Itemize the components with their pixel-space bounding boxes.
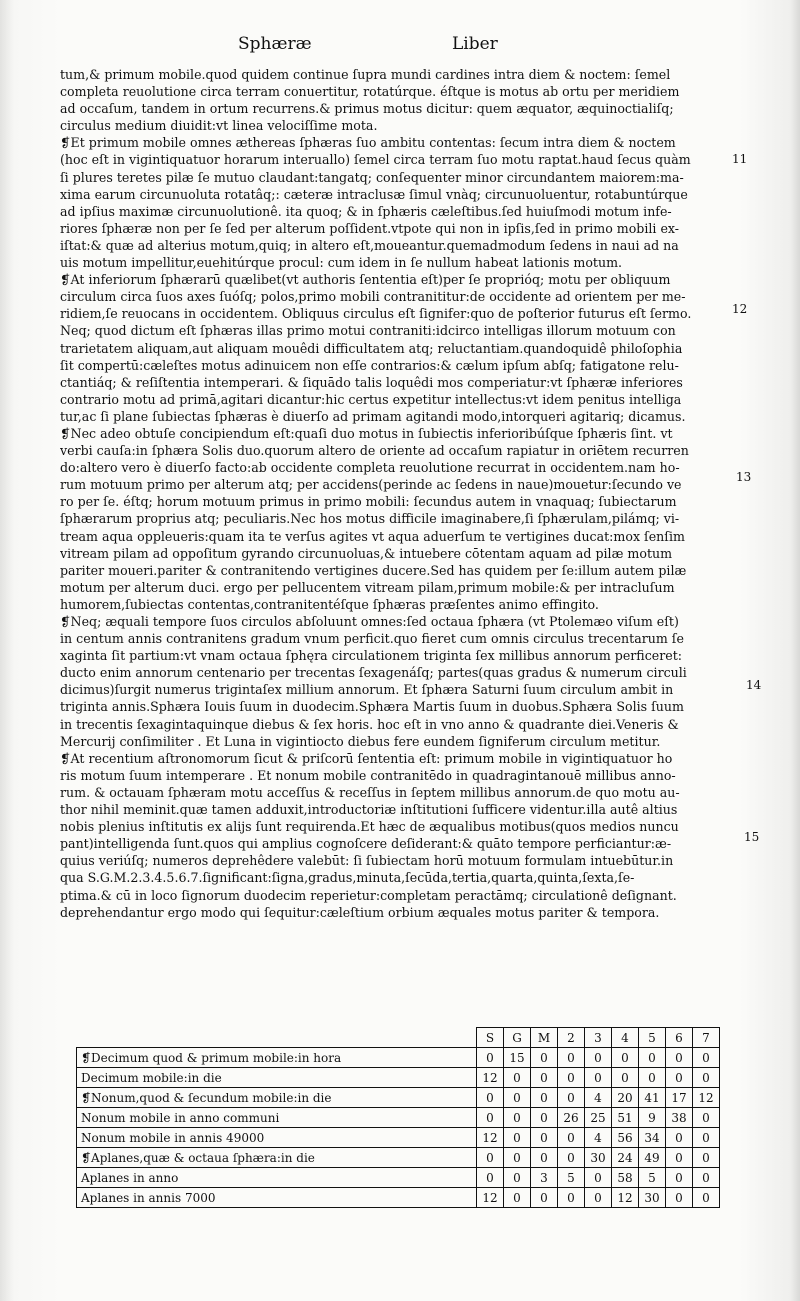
table-corner bbox=[77, 1028, 477, 1048]
table-cell: 0 bbox=[504, 1108, 531, 1128]
table-cell: 0 bbox=[504, 1128, 531, 1148]
text-line: Neq; quod dictum eſt ſphæras illas primo motui contraniti:idcirco intelligas illorum motuum con bbox=[60, 323, 676, 339]
table-cell: 0 bbox=[612, 1048, 639, 1068]
table-cell: 58 bbox=[612, 1168, 639, 1188]
table-cell: 0 bbox=[504, 1148, 531, 1168]
column-header: G bbox=[504, 1028, 531, 1048]
row-label: Aplanes in annis 7000 bbox=[77, 1188, 477, 1208]
text-line: ❡At recentium aſtronomorum ſicut & priſcorū ſententia eſt: primum mobile in vigintiquatuor ho bbox=[60, 750, 673, 766]
table-cell: 0 bbox=[477, 1048, 504, 1068]
table-cell: 30 bbox=[585, 1148, 612, 1168]
table-row bbox=[77, 1088, 720, 1108]
table-cell: 0 bbox=[585, 1168, 612, 1188]
table-cell: 12 bbox=[612, 1188, 639, 1208]
text-line: in trecentis ſexagintaquinque diebus & ſex horis. hoc eſt in vno anno & quadrante diei.Veneris & bbox=[60, 716, 679, 732]
table-cell: 0 bbox=[693, 1128, 720, 1148]
row-label: ❡Nonum,quod & ſecundum mobile:in die bbox=[77, 1088, 477, 1108]
table-cell: 0 bbox=[477, 1088, 504, 1108]
row-label: Aplanes in anno bbox=[77, 1168, 477, 1188]
table-cell: 0 bbox=[531, 1088, 558, 1108]
table-cell: 0 bbox=[693, 1108, 720, 1128]
table-cell: 0 bbox=[504, 1168, 531, 1188]
text-line: dicimus)ſurgit numerus trigintaſex millium annorum. Et ſphæra Saturni ſuum circulum ambit in bbox=[60, 682, 674, 698]
text-line: tream aqua oppleueris:quam ita te verſus agites vt aqua aduerſum te vertigines ducat:mox ſenſim bbox=[60, 528, 685, 544]
table-cell: 0 bbox=[531, 1108, 558, 1128]
table-cell: 0 bbox=[531, 1188, 558, 1208]
table-row bbox=[77, 1148, 720, 1168]
header-right: Liber bbox=[452, 34, 498, 54]
table-cell: 0 bbox=[531, 1148, 558, 1168]
table-cell: 0 bbox=[612, 1068, 639, 1088]
table-cell: 0 bbox=[693, 1068, 720, 1088]
margin-number: 14 bbox=[746, 678, 762, 692]
table-cell: 0 bbox=[558, 1148, 585, 1168]
text-line: ſphærarum proprius atq; peculiaris.Nec hos motus difficile imaginabere,ſi ſphærulam,pilámq; vi- bbox=[60, 511, 680, 527]
running-header bbox=[0, 34, 800, 60]
column-header: M bbox=[531, 1028, 558, 1048]
table-cell: 0 bbox=[666, 1148, 693, 1168]
text-line: motum per alterum duci. ergo per pellucentem vitream pilam,primum mobile:& per intracluſum bbox=[60, 579, 675, 595]
text-line: rum motuum primo per alterum atq; per accidens(perinde ac ſedens in naue)mouetur:ſecundo ve bbox=[60, 477, 682, 493]
table-cell: 30 bbox=[639, 1188, 666, 1208]
column-header: 3 bbox=[585, 1028, 612, 1048]
text-line: tur,ac ſi plane ſubiectas ſphæras è diuerſo ad primam agitandi modo,intorqueri agitariq; dicamus. bbox=[60, 408, 686, 424]
text-line: do:altero vero è diuerſo facto:ab occidente completa reuolutione recurrat in occidentem.nam ho- bbox=[60, 460, 680, 476]
text-line: humorem,ſubiectas contentas,contranitentéſque ſphæras præſentes animo effingito. bbox=[60, 596, 599, 612]
table-row bbox=[77, 1168, 720, 1188]
table-cell: 0 bbox=[558, 1188, 585, 1208]
text-line: triginta annis.Sphæra Iouis ſuum in duodecim.Sphæra Martis ſuum in duobus.Sphæra Solis ſuum bbox=[60, 699, 684, 715]
table-cell: 0 bbox=[693, 1188, 720, 1208]
text-line: in centum annis contranitens gradum vnum perficit.quo fieret cum omnis circulus trecentarum ſe bbox=[60, 631, 684, 647]
text-line: ad ipſius maximæ circunuolutionê. ita quoq; & in ſphæris cæleſtibus.ſed huiuſmodi motum infe- bbox=[60, 203, 672, 219]
table-cell: 0 bbox=[666, 1068, 693, 1088]
text-line: deprehendantur ergo modo qui ſequitur:cæleſtium orbium æquales motus pariter & tempora. bbox=[60, 904, 660, 920]
table-cell: 26 bbox=[558, 1108, 585, 1128]
column-header: 6 bbox=[666, 1028, 693, 1048]
table-cell: 12 bbox=[477, 1068, 504, 1088]
table-cell: 0 bbox=[558, 1048, 585, 1068]
text-line: contrario motu ad primā,agitari dicantur:hic certus expetitur intellectus:vt idem penitus intelliga bbox=[60, 391, 682, 407]
text-line: ctantiáq; & reſiſtentia intemperari. & ſiquādo talis loquêdi mos comperiatur:vt ſphæræ inferiores bbox=[60, 374, 683, 390]
table-cell: 56 bbox=[612, 1128, 639, 1148]
table-cell: 0 bbox=[639, 1068, 666, 1088]
table-cell: 0 bbox=[585, 1068, 612, 1088]
text-line: circulus medium diuidit:vt linea velociſſime mota. bbox=[60, 118, 378, 134]
table-cell: 38 bbox=[666, 1108, 693, 1128]
row-label: ❡Decimum quod & primum mobile:in hora bbox=[77, 1048, 477, 1068]
text-line: ❡At inferiorum ſphærarū quælibet(vt authoris ſententia eſt)per ſe proprióq; motu per obliquum bbox=[60, 272, 671, 288]
table-cell: 20 bbox=[612, 1088, 639, 1108]
table-cell: 24 bbox=[612, 1148, 639, 1168]
table-cell: 0 bbox=[585, 1048, 612, 1068]
column-header: 5 bbox=[639, 1028, 666, 1048]
table-cell: 0 bbox=[693, 1048, 720, 1068]
table-cell: 4 bbox=[585, 1088, 612, 1108]
table-cell: 0 bbox=[531, 1068, 558, 1088]
table-cell: 0 bbox=[639, 1048, 666, 1068]
text-line: tum,& primum mobile.quod quidem continue ſupra mundi cardines intra diem & noctem: ſemel bbox=[60, 67, 671, 82]
margin-number: 12 bbox=[732, 302, 748, 316]
table-cell: 4 bbox=[585, 1128, 612, 1148]
body-text bbox=[60, 66, 730, 921]
table-cell: 0 bbox=[477, 1148, 504, 1168]
header-left: Sphæræ bbox=[238, 34, 312, 54]
table-row bbox=[77, 1068, 720, 1088]
motion-table bbox=[76, 1027, 720, 1208]
row-label: Nonum mobile in anno communi bbox=[77, 1108, 477, 1128]
text-line: rum. & octauam ſphæram motu acceſſus & receſſus in ſeptem millibus annorum.de quo motu au- bbox=[60, 784, 680, 800]
column-header: S bbox=[477, 1028, 504, 1048]
text-line: pariter moueri.pariter & contranitendo vertigines ducere.Sed has quidem per ſe:illum autem pilæ bbox=[60, 562, 687, 578]
text-line: verbi cauſa:in ſphæra Solis duo.quorum altero de oriente ad occaſum rapiatur in oriētem recurren bbox=[60, 443, 689, 459]
table-cell: 5 bbox=[639, 1168, 666, 1188]
table-row bbox=[77, 1128, 720, 1148]
table-cell: 0 bbox=[504, 1068, 531, 1088]
text-line: Mercurij conſimiliter . Et Luna in vigintiocto diebus fere eundem ſigniferum circulum metitur. bbox=[60, 733, 661, 749]
table-row bbox=[77, 1048, 720, 1068]
margin-number: 11 bbox=[732, 152, 748, 166]
table-cell: 5 bbox=[558, 1168, 585, 1188]
table-cell: 34 bbox=[639, 1128, 666, 1148]
table-cell: 15 bbox=[504, 1048, 531, 1068]
table-cell: 0 bbox=[531, 1128, 558, 1148]
column-header: 7 bbox=[693, 1028, 720, 1048]
table-cell: 3 bbox=[531, 1168, 558, 1188]
table-row bbox=[77, 1188, 720, 1208]
table-cell: 0 bbox=[666, 1168, 693, 1188]
table-header-row bbox=[77, 1028, 720, 1048]
table-cell: 12 bbox=[693, 1088, 720, 1108]
table-cell: 0 bbox=[477, 1108, 504, 1128]
table-cell: 12 bbox=[477, 1188, 504, 1208]
table-cell: 0 bbox=[504, 1188, 531, 1208]
table-cell: 49 bbox=[639, 1148, 666, 1168]
text-line: xima earum circunuoluta rotatâq;: cæteræ intraclusæ ſimul vnàq; circunuoluentur, rotabuntúrque bbox=[60, 186, 688, 202]
text-line: iſtat:& quæ ad alterius motum,quiq; in altero eſt,moueantur.quemadmodum ſedens in naui ad na bbox=[60, 237, 679, 253]
text-line: vitream pilam ad oppoſitum gyrando circunuoluas,& intuebere cōtentam aquam ad pilæ motum bbox=[60, 545, 673, 561]
row-label: Decimum mobile:in die bbox=[77, 1068, 477, 1088]
text-line: uis motum impellitur,euehitúrque procul: cum idem in ſe nullum habeat lationis motum. bbox=[60, 255, 623, 271]
text-line: thor nihil meminit.quæ tamen adduxit,introductoriæ inſtitutioni ſufficere videntur.illa autê altius bbox=[60, 802, 678, 818]
row-label: Nonum mobile in annis 49000 bbox=[77, 1128, 477, 1148]
table-cell: 0 bbox=[666, 1048, 693, 1068]
table-cell: 0 bbox=[504, 1088, 531, 1108]
text-line: ad occaſum, tandem in ortum recurrens.& primus motus dicitur: quem æquator, æquinoctialiſq; bbox=[60, 101, 674, 117]
text-line: trarietatem aliquam,aut aliquam mouêdi difficultatem atq; reluctantiam.quandoquidê philoſophia bbox=[60, 340, 683, 356]
column-header: 4 bbox=[612, 1028, 639, 1048]
table-cell: 0 bbox=[531, 1048, 558, 1068]
text-line: circulum circa ſuos axes ſuóſq; polos,primo mobili contranititur:de occidente ad orientem per me- bbox=[60, 289, 686, 305]
text-line: completa reuolutione circa terram conuertitur, rotatúrque. éſtque is motus ab ortu per meridiem bbox=[60, 84, 680, 100]
table-cell: 0 bbox=[477, 1168, 504, 1188]
text-line: xaginta ſit partium:vt vnam octaua ſphęra circulationem triginta ſex millibus annorum perficeret: bbox=[60, 648, 682, 664]
text-line: qua S.G.M.2.3.4.5.6.7.ſignificant:ſigna,gradus,minuta,ſecūda,tertia,quarta,quinta,ſexta,ſe- bbox=[60, 870, 635, 886]
text-line: pant)intelligenda ſunt.quos qui amplius cognoſcere deſiderant:& quāto tempore perficiantur:æ- bbox=[60, 836, 672, 852]
table-cell: 0 bbox=[558, 1128, 585, 1148]
table-cell: 0 bbox=[666, 1188, 693, 1208]
table-cell: 0 bbox=[693, 1148, 720, 1168]
table-cell: 25 bbox=[585, 1108, 612, 1128]
margin-number: 15 bbox=[744, 830, 760, 844]
table-row bbox=[77, 1108, 720, 1128]
text-line: ris motum ſuum intemperare . Et nonum mobile contranitēdo in quadragintanouē millibus anno- bbox=[60, 767, 676, 783]
text-line: ro per ſe. éſtq; horum motuum primus in primo mobili: ſecundus autem in vnaquaq; ſubiectarum bbox=[60, 494, 677, 510]
text-line: ptima.& cū in loco ſignorum duodecim reperietur:completam peractāmq; circulationê deſignant. bbox=[60, 887, 677, 903]
text-line: riores ſphæræ non per ſe ſed per alterum poſſident.vtpote qui non in ipſis,ſed in primo mobili ex- bbox=[60, 220, 680, 236]
table-cell: 9 bbox=[639, 1108, 666, 1128]
text-line: (hoc eſt in vigintiquatuor horarum interuallo) ſemel circa terram ſuo motu raptat.haud ſecus quàm bbox=[60, 152, 691, 168]
text-line: nobis plenius inſtitutis ex alijs ſunt requirenda.Et hæc de æqualibus motibus(quos medios nuncu bbox=[60, 819, 679, 835]
table-cell: 12 bbox=[477, 1128, 504, 1148]
table-cell: 17 bbox=[666, 1088, 693, 1108]
table-cell: 0 bbox=[558, 1088, 585, 1108]
table-cell: 0 bbox=[666, 1128, 693, 1148]
text-line: ſi plures teretes pilæ ſe mutuo claudant:tangatq; conſequenter minor circundantem maiorem:ma- bbox=[60, 169, 684, 185]
table-cell: 51 bbox=[612, 1108, 639, 1128]
table-cell: 41 bbox=[639, 1088, 666, 1108]
text-line: ſit compertū:cæleſtes motus adinuicem non eſſe contrarios:& cælum ipſum abſq; fatigatone relu- bbox=[60, 357, 679, 373]
margin-number: 13 bbox=[736, 470, 752, 484]
row-label: ❡Aplanes,quæ & octaua ſphæra:in die bbox=[77, 1148, 477, 1168]
text-line: ❡Nec adeo obtuſe concipiendum eſt:quaſi duo motus in ſubiectis inferioribúſque ſphæris ſint. vt bbox=[60, 425, 673, 441]
table-cell: 0 bbox=[558, 1068, 585, 1088]
text-line: ducto enim annorum centenario per trecentas ſexagenáſq; partes(quas gradus & numerum circuli bbox=[60, 665, 687, 681]
text-line: ❡Et primum mobile omnes æthereas ſphæras ſuo ambitu contentas: ſecum intra diem & noctem bbox=[60, 135, 676, 151]
column-header: 2 bbox=[558, 1028, 585, 1048]
text-line: ridiem,ſe reuocans in occidentem. Obliquus circulus eſt ſignifer:quo de poſterior futurus eſt ſermo. bbox=[60, 306, 692, 322]
table-cell: 0 bbox=[693, 1168, 720, 1188]
text-line: quius veriúſq; numeros deprehêdere valebūt: ſi ſubiectam horū motuum formulam intuebūtur.in bbox=[60, 853, 674, 869]
text-line: ❡Neq; æquali tempore ſuos circulos abſoluunt omnes:ſed octaua ſphæra (vt Ptolemæo viſum eſt) bbox=[60, 614, 679, 629]
table-cell: 0 bbox=[585, 1188, 612, 1208]
